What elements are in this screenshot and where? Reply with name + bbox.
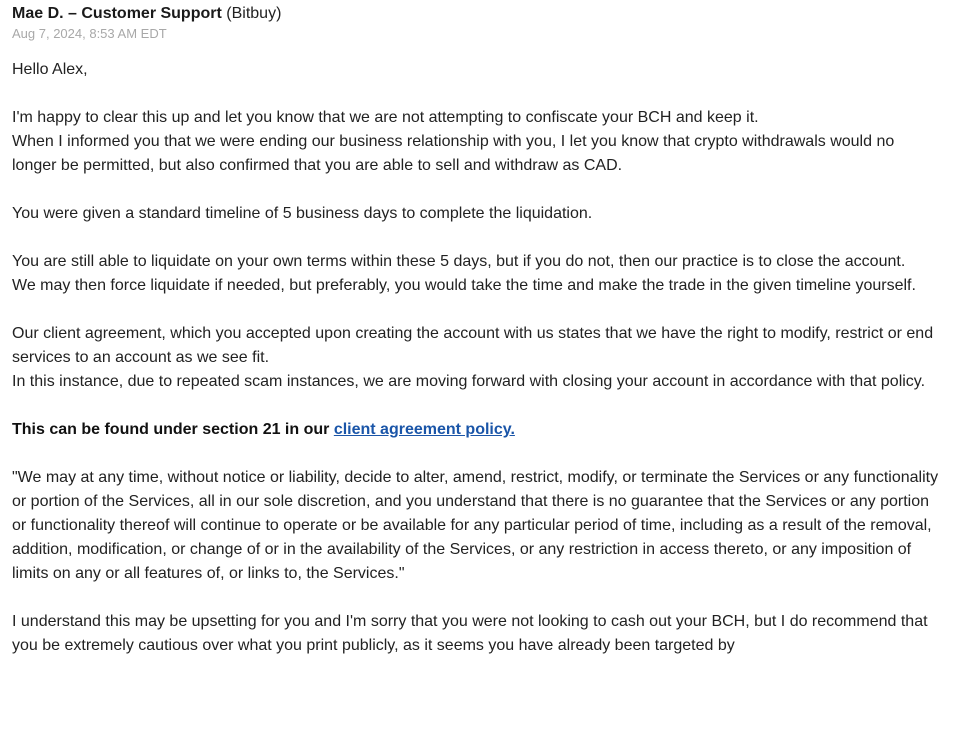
client-agreement-link[interactable]: client agreement policy.	[333, 421, 515, 438]
email-message	[12, 0, 942, 682]
email-timestamp: Aug 7, 2024, 8:53 AM EDT	[12, 26, 167, 41]
paragraph-4-line-2: In this instance, due to repeated scam instances, we are moving forward with closing your account in accordance with that policy.	[12, 373, 926, 390]
sender-name[interactable]: Mae D. – Customer Support	[12, 5, 222, 22]
greeting	[12, 58, 942, 82]
paragraph-1-line-1: I'm happy to clear this up and let you know that we are not attempting to confiscate your BCH and keep it.	[12, 109, 759, 126]
policy-quote-text: "We may at any time, without notice or liability, decide to alter, amend, restrict, modify, or terminate the Services or any functionality or portion of the Services, all in our sole discretion, and you understand that there is no guarantee that the Services or any portion or functionality thereof will continue to operate or be available for any particular period of time, including as a result of the removal, addition, modification, or change of or in the availability of the Services, or any restriction in access thereto, or any imposition of limits on any or all features of, or links to, the Services."	[12, 469, 939, 582]
paragraph-1	[12, 106, 942, 178]
paragraph-4-line-1: Our client agreement, which you accepted upon creating the account with us states that we have the right to modify, restrict or end services to an account as we see fit.	[12, 325, 934, 366]
email-body	[12, 58, 942, 658]
section-note	[12, 418, 942, 442]
closing-paragraph	[12, 610, 942, 658]
closing-text: I understand this may be upsetting for you and I'm sorry that you were not looking to cash out your BCH, but I do recommend that you be extremely cautious over what you print publicly, as it seems you have already been targeted by	[12, 613, 928, 654]
sender-org: (Bitbuy)	[226, 5, 282, 22]
greeting-text: Hello Alex,	[12, 61, 88, 78]
section-note-text: This can be found under section 21 in our	[12, 421, 334, 438]
policy-quote	[12, 466, 942, 586]
paragraph-3-line-2: We may then force liquidate if needed, but preferably, you would take the time and make the trade in the given timeline yourself.	[12, 277, 916, 294]
sender-line	[12, 4, 942, 24]
paragraph-1-line-2: When I informed you that we were ending our business relationship with you, I let you know that crypto withdrawals would no longer be permitted, but also confirmed that you are able to sell and withdraw as CAD.	[12, 133, 895, 174]
paragraph-2	[12, 202, 942, 226]
paragraph-3-line-1: You are still able to liquidate on your own terms within these 5 days, but if you do not, then our practice is to close the account.	[12, 253, 906, 270]
paragraph-4	[12, 322, 942, 394]
paragraph-2-text: You were given a standard timeline of 5 business days to complete the liquidation.	[12, 205, 593, 222]
section-note-line	[12, 418, 942, 442]
paragraph-3	[12, 250, 942, 298]
email-header	[12, 0, 942, 43]
